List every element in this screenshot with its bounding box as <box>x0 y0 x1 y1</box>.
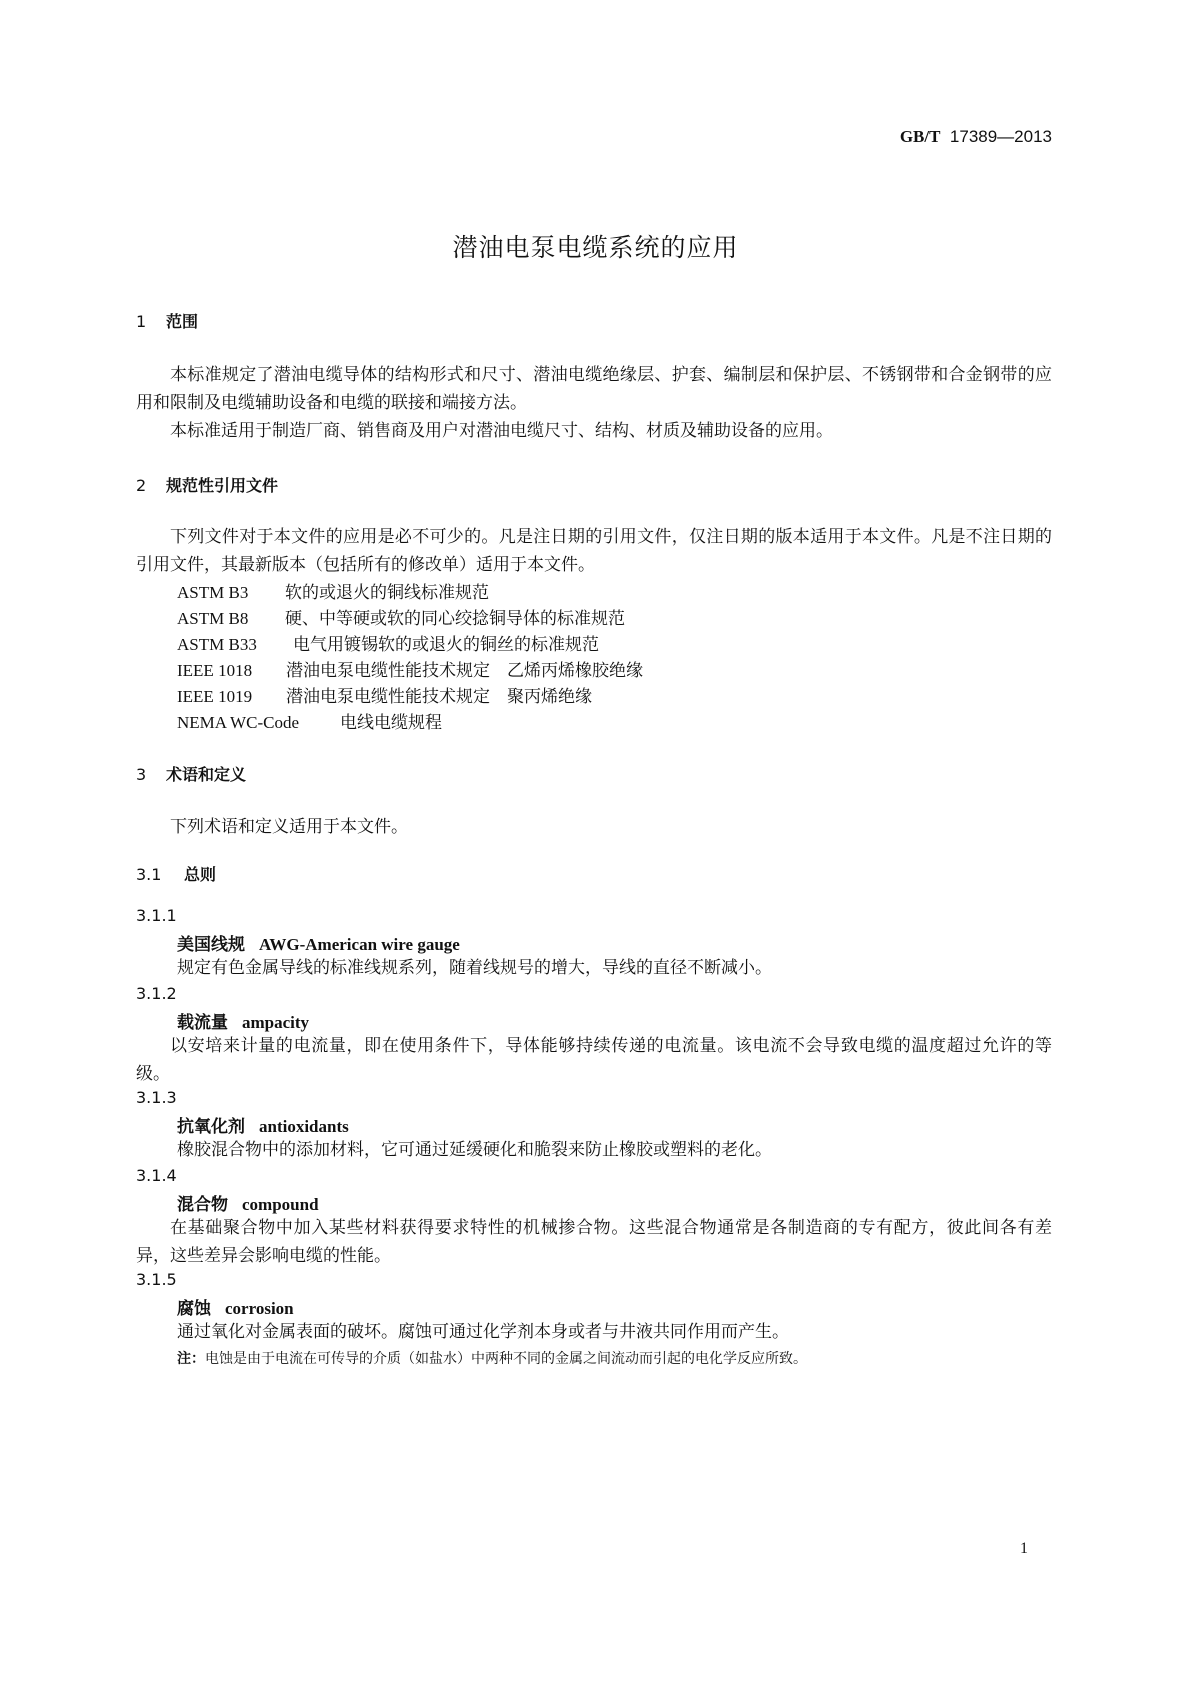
term-heading <box>177 1294 294 1319</box>
section-title: 规范性引用文件 <box>166 476 279 495</box>
subsection-3-1-heading <box>136 862 216 885</box>
section-title: 范围 <box>166 312 199 331</box>
subsection-number: 3.1 <box>136 865 162 884</box>
reference-title: 电气用镀锡软的或退火的铜丝的标准规范 <box>293 635 599 655</box>
note-label: 注： <box>177 1351 205 1367</box>
term-english: antioxidants <box>259 1117 349 1136</box>
reference-code: NEMA WC-Code <box>177 713 299 732</box>
subsection-title: 总则 <box>184 865 217 884</box>
section-3-heading <box>136 762 246 785</box>
reference-item <box>177 605 625 633</box>
reference-title: 硬、中等硬或软的同心绞捻铜导体的标准规范 <box>285 609 625 629</box>
term-definition: 在基础聚合物中加入某些材料获得要求特性的机械掺合物。这些混合物通常是各制造商的专有配方，彼此间各有差异，这些差异会影响电缆的性能。 <box>136 1218 1052 1266</box>
term-number: 3.1.1 <box>136 906 177 925</box>
reference-code: IEEE 1018 <box>177 661 253 680</box>
reference-title: 电线电缆规程 <box>340 713 442 733</box>
reference-title: 软的或退火的铜线标准规范 <box>285 583 489 603</box>
section-number: 3 <box>136 765 147 784</box>
section-title: 术语和定义 <box>166 765 247 784</box>
document-title: 潜油电泵电缆系统的应用 <box>452 233 739 262</box>
reference-item <box>177 709 442 737</box>
section-2-heading <box>136 473 278 496</box>
term-chinese: 抗氧化剂 <box>177 1117 245 1137</box>
reference-code: ASTM B33 <box>177 635 257 654</box>
reference-code: IEEE 1019 <box>177 687 253 706</box>
term-english: AWG-American wire gauge <box>259 935 460 954</box>
term-heading <box>177 930 460 955</box>
reference-item <box>177 683 592 711</box>
section-number: 2 <box>136 476 147 495</box>
term-chinese: 腐蚀 <box>177 1299 211 1319</box>
term-number: 3.1.5 <box>136 1270 177 1289</box>
term-number: 3.1.4 <box>136 1166 177 1185</box>
page-number: 1 <box>1020 1540 1028 1557</box>
note <box>177 1348 807 1368</box>
term-chinese: 载流量 <box>177 1013 228 1033</box>
reference-code: ASTM B3 <box>177 583 249 602</box>
term-heading <box>177 1190 319 1215</box>
standard-number: 17389—2013 <box>949 127 1052 146</box>
term-chinese: 美国线规 <box>177 935 245 955</box>
term-heading <box>177 1008 309 1033</box>
section-number: 1 <box>136 312 147 331</box>
term-chinese: 混合物 <box>177 1195 228 1215</box>
section-1-paragraph-2: 本标准适用于制造厂商、销售商及用户对潜油电缆尺寸、结构、材质及辅助设备的应用。 <box>170 421 833 441</box>
term-number: 3.1.2 <box>136 984 177 1003</box>
reference-item <box>177 657 643 685</box>
reference-title: 潜油电泵电缆性能技术规定 聚丙烯绝缘 <box>286 687 592 707</box>
section-1-paragraph-1: 本标准规定了潜油电缆导体的结构形式和尺寸、潜油电缆绝缘层、护套、编制层和保护层、不锈钢带和合金钢带的应用和限制及电缆辅助设备和电缆的联接和端接方法。 <box>136 365 1052 413</box>
term-english: ampacity <box>242 1013 310 1032</box>
reference-item <box>177 631 599 659</box>
section-2-paragraph-1: 下列文件对于本文件的应用是必不可少的。凡是注日期的引用文件，仅注日期的版本适用于本文件。凡是不注日期的引用文件，其最新版本（包括所有的修改单）适用于本文件。 <box>136 527 1052 575</box>
term-definition: 通过氧化对金属表面的破坏。腐蚀可通过化学剂本身或者与井液共同作用而产生。 <box>177 1322 789 1342</box>
standard-prefix: GB/T <box>899 127 941 146</box>
section-1-heading <box>136 309 198 332</box>
reference-code: ASTM B8 <box>177 609 249 628</box>
term-definition: 以安培来计量的电流量，即在使用条件下，导体能够持续传递的电流量。该电流不会导致电缆的温度超过允许的等级。 <box>136 1036 1052 1084</box>
term-heading <box>177 1112 349 1137</box>
term-number: 3.1.3 <box>136 1088 177 1107</box>
term-english: compound <box>242 1195 319 1214</box>
term-definition: 规定有色金属导线的标准线规系列，随着线规号的增大，导线的直径不断减小。 <box>177 958 772 978</box>
reference-title: 潜油电泵电缆性能技术规定 乙烯丙烯橡胶绝缘 <box>286 661 643 681</box>
reference-item <box>177 579 489 607</box>
term-definition: 橡胶混合物中的添加材料，它可通过延缓硬化和脆裂来防止橡胶或塑料的老化。 <box>177 1140 772 1160</box>
term-english: corrosion <box>225 1299 294 1318</box>
note-text: 电蚀是由于电流在可传导的介质（如盐水）中两种不同的金属之间流动而引起的电化学反应所致。 <box>205 1351 807 1367</box>
section-3-paragraph-1: 下列术语和定义适用于本文件。 <box>170 817 408 837</box>
standard-code <box>845 127 1052 147</box>
